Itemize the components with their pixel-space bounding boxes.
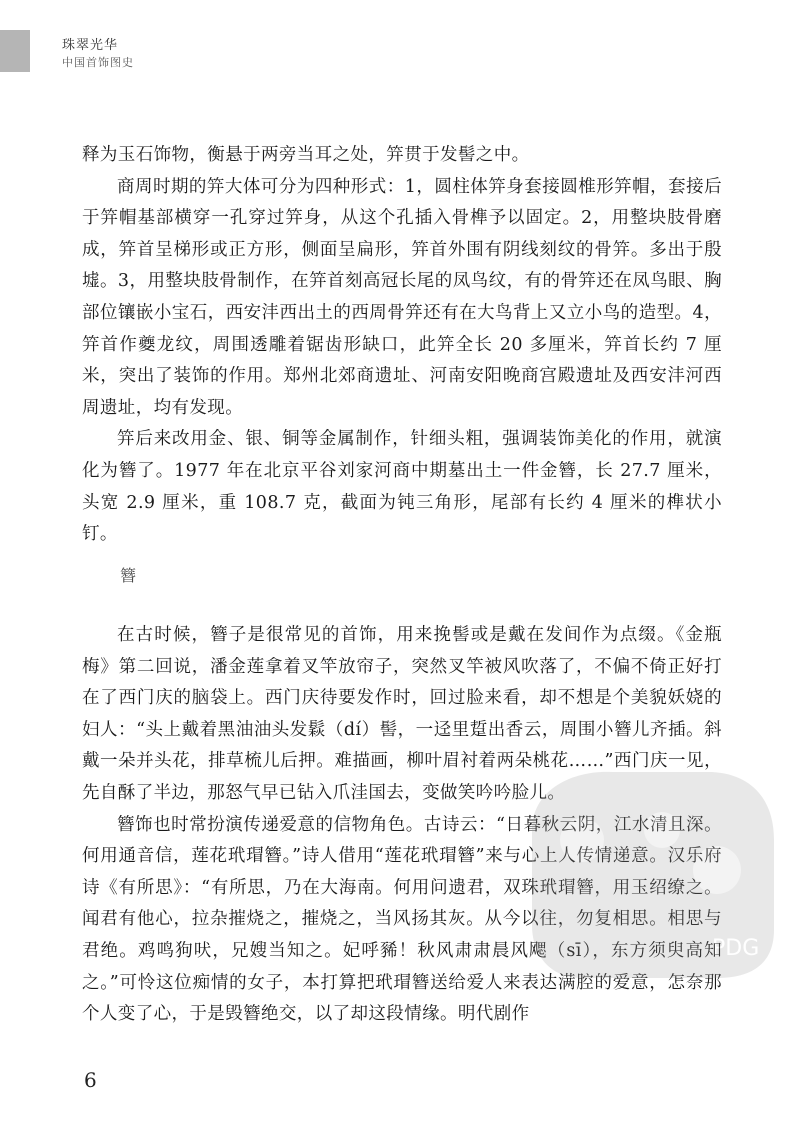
- page-number: 6: [84, 1068, 97, 1092]
- header-bar: [0, 30, 30, 72]
- watermark-stamp: [512, 760, 782, 985]
- running-header-subtitle: 中国首饰图史: [62, 56, 134, 69]
- paragraph-continuation: 释为玉石饰物，衡悬于两旁当耳之处，笄贯于发髻之中。: [82, 145, 530, 165]
- running-header-title: 珠翠光华: [62, 38, 119, 53]
- section-1-body: [82, 140, 722, 551]
- paragraph: 簪饰也时常扮演传递爱意的信物角色。古诗云：“日暮秋云阴，江水清且深。何用通音信，莲花玳瑁簪。”诗人借用“莲花玳瑁簪”来与心上人传情递意。汉乐府诗《有所思》：“有所思，乃在大海南。何用问遗君，双珠玳瑁簪，用玉绍缭之。闻君有他心，拉杂摧烧之，摧烧之，当风扬其灰。从今以往，勿复相思。相思与君绝。鸡鸣狗吠，兄嫂当知之。妃呼豨！秋风肃肃晨风飔（sī），东方须臾高知之。”可怜这位痴情的女子，本打算把玳瑁簪送给爱人来表达满腔的爱意，怎奈那个人变了心，于是毁簪绝交，以了却这段情缘。明代剧作: [82, 814, 722, 1025]
- paragraph: 在古时候，簪子是很常见的首饰，用来挽髻或是戴在发间作为点缀。《金瓶梅》第二回说，潘金莲拿着叉竿放帘子，突然叉竿被风吹落了，不偏不倚正好打在了西门庆的脑袋上。西门庆待要发作时，回过脸来看，却不想是个美貌妖娆的妇人：“头上戴着黑油油头发鬏（dí）髻，一迳里踅出香云，周围小簪儿齐插。斜戴一朵并头花，排草梳儿后押。难描画，柳叶眉衬着两朵桃花……”西门庆一见，先自酥了半边，那怒气早已钻入爪洼国去，变做笑吟吟脸儿。: [82, 625, 722, 803]
- paragraph: 商周时期的笄大体可分为四种形式：1，圆柱体笄身套接圆椎形笄帽，套接后于笄帽基部横穿一孔穿过笄身，从这个孔插入骨榫予以固定。2，用整块肢骨磨成，笄首呈梯形或正方形，侧面呈扁形，笄首外围有阴线刻纹的骨笄。多出于殷墟。3，用整块肢骨制作，在笄首刻高冠长尾的凤鸟纹，有的骨笄还在凤鸟眼、胸部位镶嵌小宝石，西安沣西出土的西周骨笄还有在大鸟背上又立小鸟的造型。4，笄首作夔龙纹，周围透雕着锯齿形缺口，此笄全长 20 多厘米，笄首长约 7 厘米，突出了装饰的作用。郑州北郊商遗址、河南安阳晚商宫殿遗址及西安沣河西周遗址，均有发现。: [82, 176, 722, 418]
- watermark-text: PDG: [712, 936, 760, 961]
- section-heading: 簪: [120, 566, 137, 585]
- paragraph: 笄后来改用金、银、铜等金属制作，针细头粗，强调装饰美化的作用，就演化为簪了。1977 年在北京平谷刘家河商中期墓出土一件金簪，长 27.7 厘米，头宽 2.9 厘米，重 108.7 克，截面为钝三角形，尾部有长约 4 厘米的榫状小钉。: [82, 429, 722, 545]
